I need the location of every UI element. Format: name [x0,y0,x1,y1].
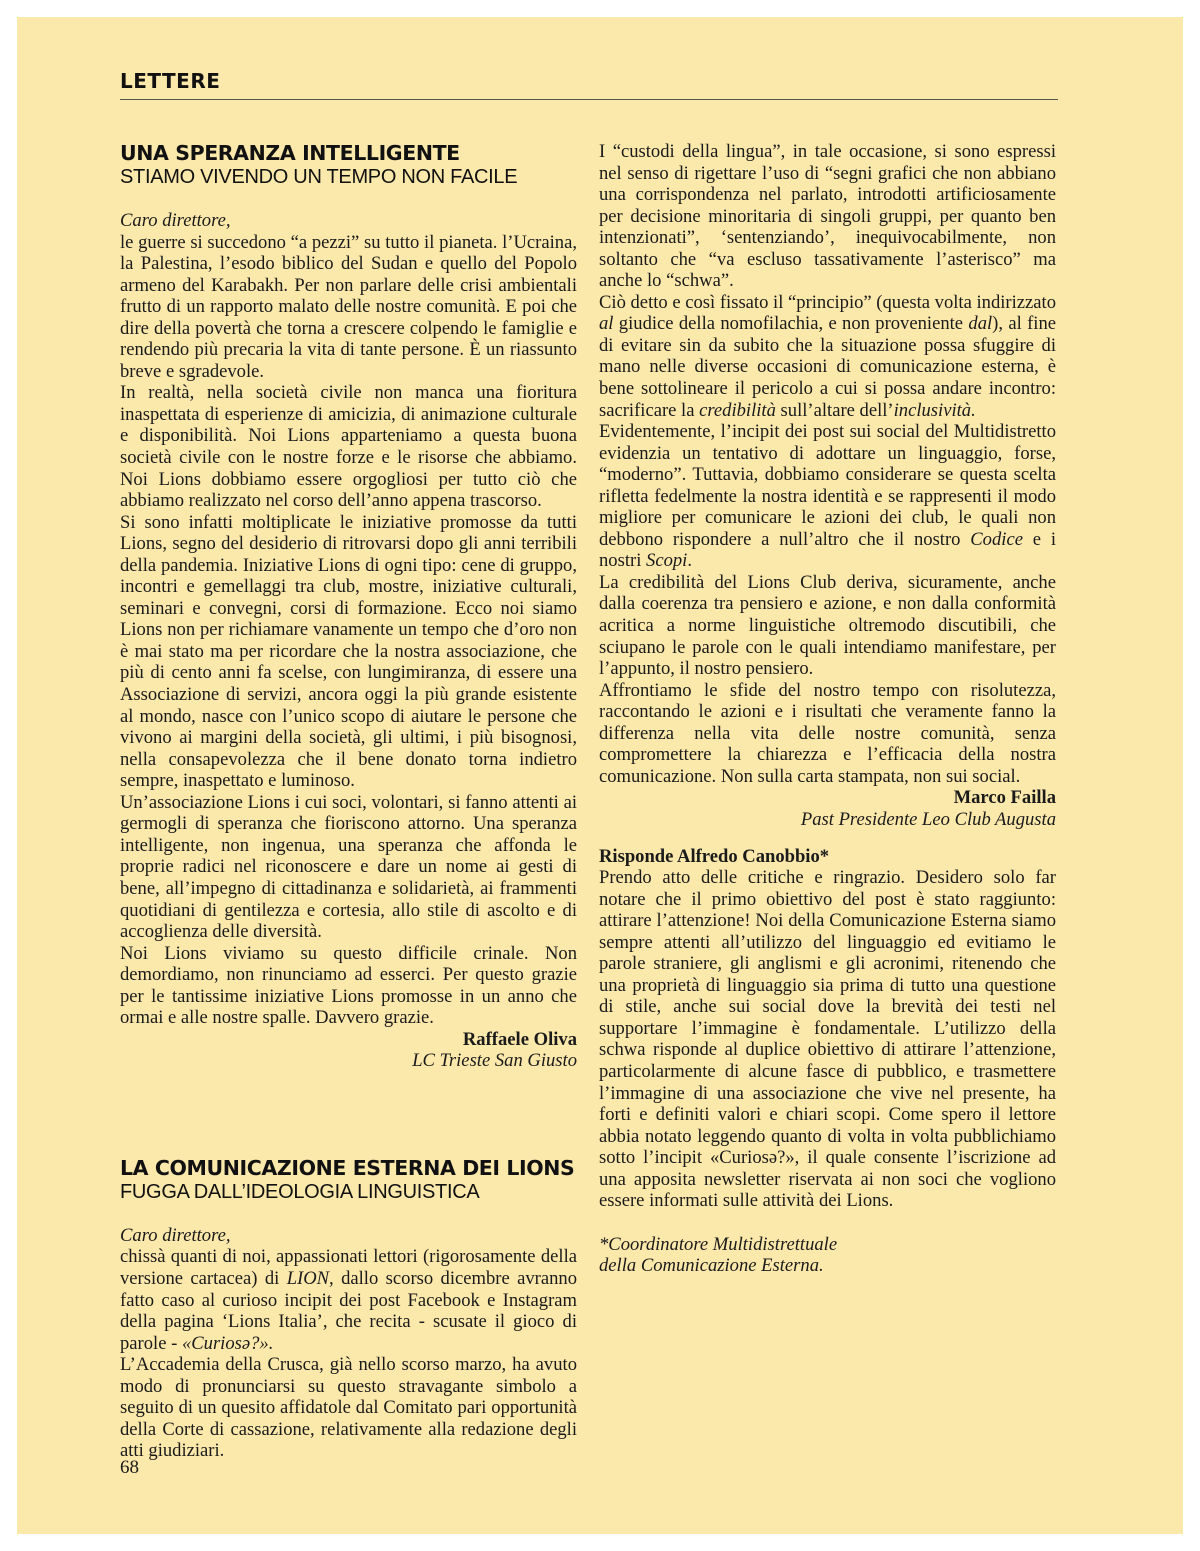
italic-run: LION, [286,1267,334,1289]
letter1-paragraph: Noi Lions viviamo su questo difficile crinale. Non demordiamo, non rinunciamo ad esserci. Per questo grazie per le tantissime iniziative Lions promosse in un anno che ormai e alle nostre spalle. Davvero grazie. [120,942,577,1029]
text-run: Evidentemente, l’incipit dei post sui social del Multidistretto evidenzia un tentativo di adottare un linguaggio, forse, “moderno”. Tuttavia, dobbiamo considerare se questa scelta rifletta fedelmente la nostra identità e se rappresenti il modo migliore per comunicare le azioni dei club, le quali non debbono rispondere a null’altro che il nostro [599,421,1056,550]
letter1-subtitle: STIAMO VIVENDO UN TEMPO NON FACILE [120,166,518,188]
reply-heading: Risponde Alfredo Canobbio* [599,845,830,867]
italic-run: inclusività. [893,399,976,421]
italic-run: dal [968,313,993,335]
letter2-paragraph: I “custodi della lingua”, in tale occasione, si sono espressi nel senso di rigettare l’uso di “segni grafici che non abbiano una corrispondenza nel parlato, introdotti artificiosamente per decisione minoritaria di singoli gruppi, per quanto ben intenzionati”, ‘sentenziando’, inequivocabilmente, non soltanto che “va escluso tassativamente l’asterisco” ma anche lo “schwa”. [599,141,1056,292]
letter2-subtitle: FUGGA DALL’IDEOLOGIA LINGUISTICA [120,1180,480,1203]
letter1-paragraph: Un’associazione Lions i cui soci, volontari, si fanno attenti ai germogli di speranza che fioriscono attorno. Una speranza intelligente, non ingenua, una speranza che affonda le proprie radici nel riconoscere e dare un nome ai gesti di bene, all’impegno di cittadinanza e solidarietà, ai frammenti quotidiani di gentilezza e cortesia, allo stile di ascolto e di accoglienza delle diversità. [120,791,577,943]
text-run: e i nostri [599,528,1056,572]
letter2-signature-role: Past Presidente Leo Club Augusta [800,808,1056,830]
letter1-signature-name: Raffaele Oliva [462,1028,577,1050]
text-run: ), al fine di evitare sin da subito che la situazione possa sfuggire di mano nelle diverse occasioni di comunicazione esterna, è bene sottolineare il pericolo a cui si possa andare incontro: sacrificare la [599,313,1057,421]
letter1-paragraph: le guerre si succedono “a pezzi” su tutto il pianeta. l’Ucraina, la Palestina, l’esodo biblico del Sudan e quello del Popolo armeno del Karabakh. Per non parlare delle crisi ambientali frutto di un rapporto malato delle nostre comunità. E poi che dire della povertà che torna a crescere colpendo le famiglie e rendendo più precaria la vita di tante persone. È un riassunto breve e sgradevole. [120,231,577,382]
italic-run: Scopi [646,550,688,572]
letter2-paragraph: La credibilità del Lions Club deriva, sicuramente, anche dalla coerenza tra pensiero e azione, e non dalla conformità acritica a norme linguistiche oltremodo discutibili, che sciupano le parole con le quali intendiamo manifestare, per l’appunto, il nostro pensiero. [599,571,1056,680]
letter2-paragraph [120,1246,577,1354]
reply-footnote [599,1234,1056,1277]
text-run: dallo scorso dicembre avranno fatto caso al curioso incipit dei post Facebook e Instagram della pagina ‘Lions Italia’, che recita - scusate il gioco di parole - [120,1267,577,1354]
text-run: giudice della nomofilachia, e non proveniente [613,313,969,335]
letter2-signature-name: Marco Failla [953,787,1056,809]
letter1-paragraph: In realtà, nella società civile non manca una fioritura inaspettata di esperienze di amicizia, di animazione culturale e disponibilità. Noi Lions apparteniamo a questa buona società civile con le nostre forze e le risorse che abbiamo. Noi Lions dobbiamo essere orgogliosi per tutto ciò che abbiamo realizzato nel corso dell’anno appena trascorso. [120,382,577,512]
text-run: sull’altare dell’ [775,399,894,421]
letter2-paragraph: Affrontiamo le sfide del nostro tempo con risolutezza, raccontando le azioni e i risultati che veramente fanno la differenza nella vita delle nostre comunità, senza compromettere la chiarezza e l’efficacia della nostra comunicazione. Non sulla carta stampata, non sui social. [599,679,1056,787]
page-number: 68 [120,1457,139,1478]
text-run: . [687,550,692,572]
reply-paragraph: Prendo atto delle critiche e ringrazio. Desidero solo far notare che il primo obiettivo del post è stato raggiunto: attirare l’attenzione! Noi della Comunicazione Esterna siamo sempre attenti all’utilizzo del linguaggio ed evitiamo le parole straniere, gli anglismi e gli acronimi, ritenendo che una proprietà di linguaggio sia prima di tutto una questione di stile, anche sui social dove la brevità dei testi nel supportare l’immagine è fondamentale. L’utilizzo della schwa risponde al duplice obiettivo di attirare l’attenzione, particolarmente di alcune fasce di pubblico, e trasmettere l’immagine di una associazione che vive nel presente, ha forti e definiti valori e chiari scopi. Come spero il lettore abbia notato leggendo quanto di volta in volta pubblichiamo sotto l’incipit «Curiosə?», il quale consente l’iscrizione ad una apposita newsletter riservata ai non soci che vogliono essere informati sulle attività dei Lions. [599,867,1056,1212]
italic-run: al [599,313,614,335]
italic-run: Codice [970,528,1023,550]
magazine-page [17,17,1183,1534]
letter1-salutation: Caro direttore, [120,210,231,231]
text-run: chissà quanti di noi, appassionati lettori (rigorosamente della versione cartacea) di [120,1246,577,1289]
letter2-title: LA COMUNICAZIONE ESTERNA DEI LIONS [120,1155,575,1180]
letter2-paragraph: L’Accademia della Crusca, già nello scorso marzo, ha avuto modo di pronunciarsi su questo stravagante simbolo a seguito di un quesito affidatole dal Comitato pari opportunità della Corte di cassazione, relativamente alla redazione degli atti giudiziari. [120,1354,577,1462]
letter2-paragraph [599,421,1056,572]
letter2-salutation: Caro direttore, [120,1224,231,1246]
left-column [120,141,577,1462]
section-label: LETTERE [120,69,221,93]
header-rule [120,99,1058,100]
right-column [599,141,1056,1277]
letter1-paragraph: Si sono infatti moltiplicate le iniziative promosse da tutti Lions, segno del desiderio di ritrovarsi dopo gli anni terribili della pandemia. Iniziative Lions di ogni tipo: cene di gruppo, incontri e gemellaggi tra club, mostre, iniziative culturali, seminari e convegni, corsi di formazione. Ecco noi siamo Lions non per richiamare vanamente un tempo che d’oro non è mai stato ma per ricordare che la nostra associazione, che più di cento anni fa scelse, con lungimiranza, di essere una Associazione di servizi, ancora oggi la più grande esistente al mondo, nasce con l’unico scopo di aiutare le persone che vivono ai margini della società, gli ultimi, i più bisognosi, nella consapevolezza che il bene donato torna indietro sempre, inaspettato e luminoso. [120,511,577,792]
footnote-line: della Comunicazione Esterna. [599,1255,824,1277]
letter1-title: UNA SPERANZA INTELLIGENTE [120,141,460,165]
text-run: Ciò detto e così fissato il “principio” (questa volta indirizzato [599,291,1056,313]
footnote-line: *Coordinatore Multidistrettuale [599,1233,838,1255]
letter1-signature-role: LC Trieste San Giusto [412,1050,577,1072]
italic-run: «Curiosə?». [181,1332,274,1354]
letter2-paragraph [599,292,1056,421]
italic-run: credibilità [699,399,776,421]
